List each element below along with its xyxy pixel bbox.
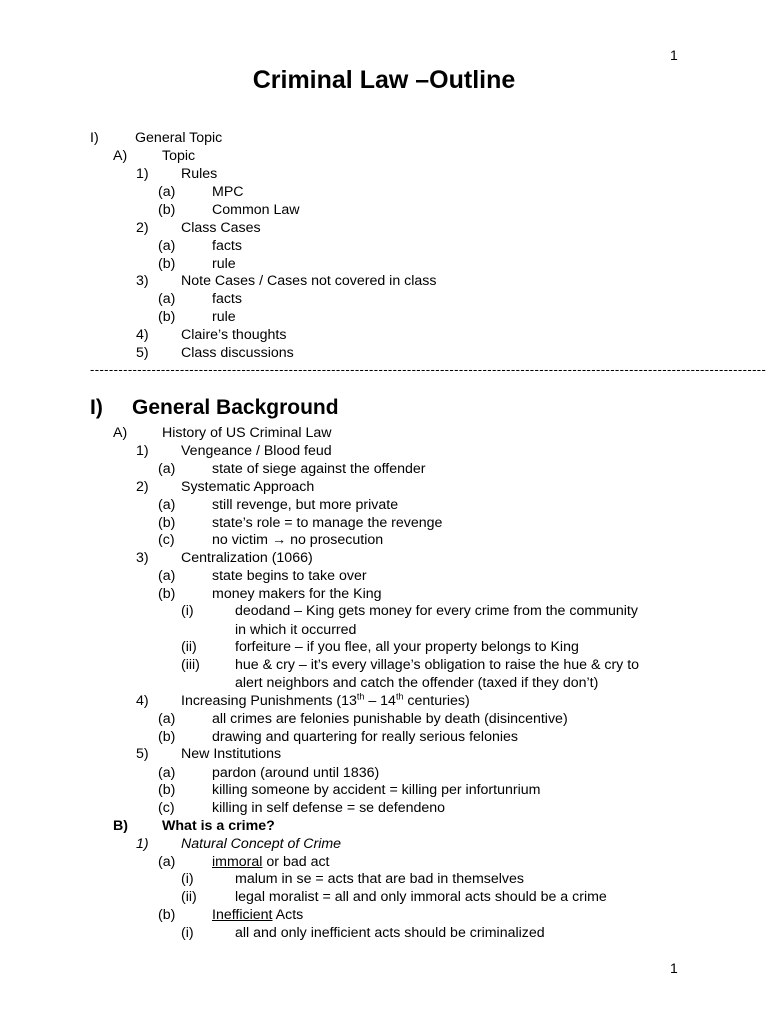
outline-number: (b)	[158, 586, 176, 602]
dashed-separator: -----------------------------------------------------------------------------------------------------------------------------------------------	[90, 362, 767, 377]
page-number-top: 1	[670, 47, 678, 63]
underlined-term: immoral	[212, 854, 263, 870]
page-number-bottom: 1	[670, 960, 678, 976]
outline-number: (b)	[158, 309, 176, 325]
outline-text: all and only inefficient acts should be criminalized	[235, 925, 545, 941]
outline-number: (a)	[158, 568, 176, 584]
document-title: Criminal Law –Outline	[252, 66, 516, 94]
outline-number: (i)	[181, 603, 194, 619]
outline-text	[181, 693, 470, 710]
outline-text: killing in self defense = se defendeno	[212, 800, 446, 816]
outline-number: (b)	[158, 256, 176, 272]
outline-text: Note Cases / Cases not covered in class	[181, 273, 437, 289]
outline-text: deodand – King gets money for every crime from the community	[235, 603, 638, 619]
outline-text: Topic	[162, 148, 196, 164]
outline-text: New Institutions	[181, 746, 282, 762]
outline-number: 1)	[136, 443, 149, 459]
outline-number: A)	[113, 425, 128, 441]
outline-number: (a)	[158, 461, 176, 477]
outline-number: (iii)	[181, 657, 200, 673]
outline-text: state’s role = to manage the revenge	[212, 515, 443, 531]
outline-text: drawing and quartering for really serious felonies	[212, 729, 518, 745]
outline-text: Systematic Approach	[181, 479, 315, 495]
outline-number: (b)	[158, 782, 176, 798]
outline-number: (b)	[158, 907, 176, 923]
outline-text: state begins to take over	[212, 568, 367, 584]
outline-number: 4)	[136, 693, 149, 709]
outline-text: rule	[212, 256, 236, 272]
outline-number: (ii)	[181, 889, 197, 905]
outline-text: legal moralist = all and only immoral acts should be a crime	[235, 889, 607, 905]
outline-text: What is a crime?	[162, 818, 275, 834]
outline-number: B)	[113, 818, 128, 834]
superscript: th	[395, 691, 404, 702]
outline-text-part: centuries)	[403, 693, 470, 709]
outline-text: killing someone by accident = killing per infortunrium	[212, 782, 541, 798]
arrow-icon: →	[271, 532, 287, 548]
outline-number: 2)	[136, 220, 149, 236]
outline-number: (b)	[158, 202, 176, 218]
underlined-term: Inefficient	[212, 907, 273, 923]
outline-number: 5)	[136, 345, 149, 361]
outline-text: all crimes are felonies punishable by death (disincentive)	[212, 711, 568, 727]
outline-text: Natural Concept of Crime	[181, 836, 342, 852]
outline-number: 3)	[136, 550, 149, 566]
outline-text: facts	[212, 291, 242, 307]
outline-text-part: – 14	[364, 693, 396, 709]
outline-number: (i)	[181, 925, 194, 941]
outline-number: (b)	[158, 729, 176, 745]
outline-number: (b)	[158, 515, 176, 531]
outline-text: still revenge, but more private	[212, 497, 399, 513]
outline-number: (c)	[158, 800, 175, 816]
outline-text: General Topic	[135, 130, 223, 146]
outline-text	[212, 907, 303, 924]
outline-text: facts	[212, 238, 242, 254]
outline-text	[212, 532, 383, 549]
outline-number: 1)	[136, 836, 149, 852]
outline-number: (a)	[158, 497, 176, 513]
outline-text: money makers for the King	[212, 586, 382, 602]
outline-text: MPC	[212, 184, 244, 200]
outline-number: (c)	[158, 532, 175, 548]
outline-text: Centralization (1066)	[181, 550, 313, 566]
outline-text-continued: alert neighbors and catch the offender (taxed if they don’t)	[235, 675, 599, 691]
outline-text	[212, 854, 330, 871]
outline-text: Class Cases	[181, 220, 261, 236]
section-heading: General Background	[132, 396, 339, 419]
outline-text-part: no prosecution	[290, 532, 384, 548]
outline-text: forfeiture – if you flee, all your property belongs to King	[235, 639, 579, 655]
outline-number: (i)	[181, 871, 194, 887]
outline-number: 3)	[136, 273, 149, 289]
outline-text: rule	[212, 309, 236, 325]
outline-number: 4)	[136, 327, 149, 343]
outline-number: 2)	[136, 479, 149, 495]
outline-number: (a)	[158, 238, 176, 254]
outline-number: (ii)	[181, 639, 197, 655]
outline-number: (a)	[158, 711, 176, 727]
outline-text: state of siege against the offender	[212, 461, 426, 477]
outline-text: History of US Criminal Law	[162, 425, 332, 441]
outline-number: I)	[90, 130, 99, 146]
outline-text: Rules	[181, 166, 218, 182]
superscript: th	[356, 691, 365, 702]
outline-number: A)	[113, 148, 128, 164]
outline-text-part: Increasing Punishments (13	[181, 693, 357, 709]
outline-number: (a)	[158, 765, 176, 781]
outline-number: (a)	[158, 291, 176, 307]
outline-text: Vengeance / Blood feud	[181, 443, 332, 459]
outline-text: pardon (around until 1836)	[212, 765, 380, 781]
section-number: I)	[90, 396, 103, 419]
outline-number: 5)	[136, 746, 149, 762]
outline-text: malum in se = acts that are bad in themselves	[235, 871, 525, 887]
outline-number: (a)	[158, 854, 176, 870]
outline-text-continued: in which it occurred	[235, 622, 357, 638]
outline-number: 1)	[136, 166, 149, 182]
outline-text-part: Acts	[272, 907, 304, 923]
outline-text: hue & cry – it’s every village’s obligation to raise the hue & cry to	[235, 657, 640, 673]
outline-text: Claire’s thoughts	[181, 327, 287, 343]
outline-text: Class discussions	[181, 345, 294, 361]
outline-text-part: no victim	[212, 532, 268, 548]
outline-text: Common Law	[212, 202, 300, 218]
outline-text-part: or bad act	[262, 854, 330, 870]
outline-number: (a)	[158, 184, 176, 200]
